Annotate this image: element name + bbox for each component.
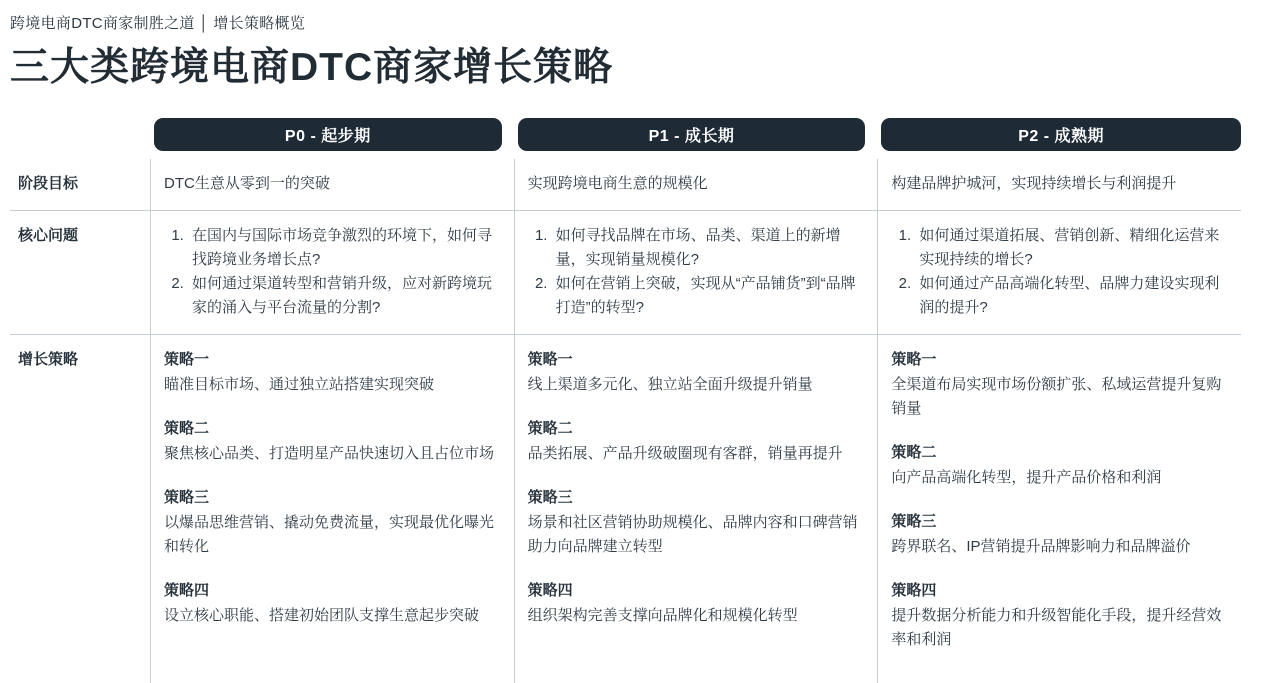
question-item: 2. 如何通过产品高端化转型、品牌力建设实现利润的提升? [915,272,1223,320]
strategy-title: 策略一 [527,350,573,368]
goal-cell-p0: DTC生意从零到一的突破 [150,159,514,210]
questions-cell-p0 [150,211,514,334]
question-item: 2. 如何在营销上突破，实现从“产品铺货”到“品牌打造”的转型? [552,272,860,320]
questions-cell-p2 [877,211,1241,334]
question-item: 1. 如何通过渠道拓展、营销创新、精细化运营来实现持续的增长? [915,224,1223,272]
phase-header-spacer [10,118,150,151]
strategy-block [891,510,1223,559]
strategy-block [164,417,496,466]
question-list-p1 [528,224,860,320]
phase-pill-p0: P0 - 起步期 [154,118,502,151]
strategy-title: 策略四 [891,581,937,599]
breadcrumb: 跨境电商DTC商家制胜之道 │ 增长策略概览 [10,15,306,32]
question-item: 1. 如何寻找品牌在市场、品类、渠道上的新增量，实现销量规模化? [552,224,860,272]
strategy-title: 策略三 [891,512,937,530]
strategies-cell-p2 [877,335,1241,683]
strategy-text: 场景和社区营销协助规模化、品牌内容和口碑营销助力向品牌建立转型 [527,513,858,555]
row-label-stage-goal: 阶段目标 [18,174,79,192]
question-list-p0 [164,224,496,320]
question-item: 2. 如何通过渠道转型和营销升级，应对新跨境玩家的涌入与平台流量的分割? [188,272,496,320]
strategy-title: 策略四 [164,581,210,599]
strategy-title: 策略三 [164,488,210,506]
row-label-growth-strategies: 增长策略 [18,350,79,368]
phase-pill-p2: P2 - 成熟期 [881,118,1241,151]
strategy-text: 线上渠道多元化、独立站全面升级提升销量 [527,375,813,393]
strategy-block [164,579,496,628]
strategy-text: 跨界联名、IP营销提升品牌影响力和品牌溢价 [891,537,1191,555]
phase-pill-cell-p1 [514,118,878,151]
strategy-title: 策略二 [527,419,573,437]
strategy-text: 聚焦核心品类、打造明星产品快速切入且占位市场 [164,444,495,462]
strategy-block [528,417,860,466]
row-label-core-questions: 核心问题 [18,226,79,244]
strategy-title: 策略一 [891,350,937,368]
goal-cell-p1: 实现跨境电商生意的规模化 [514,159,878,210]
strategy-title: 策略二 [164,419,210,437]
phase-header-row [10,118,1241,151]
strategy-block [891,441,1223,490]
strategy-text: 设立核心职能、搭建初始团队支撑生意起步突破 [164,606,480,624]
goal-cell-p2: 构建品牌护城河，实现持续增长与利润提升 [877,159,1241,210]
strategy-text: 瞄准目标市场、通过独立站搭建实现突破 [164,375,435,393]
strategy-text: 品类拓展、产品升级破圈现有客群，销量再提升 [527,444,843,462]
strategy-title: 策略二 [891,443,937,461]
questions-cell-p1 [514,211,878,334]
strategy-block [891,348,1223,421]
strategies-cell-p0 [150,335,514,683]
strategy-block [528,486,860,559]
phase-pill-cell-p0 [150,118,514,151]
page-title: 三大类跨境电商DTC商家增长策略 [10,46,614,89]
strategy-text: 以爆品思维营销、撬动免费流量，实现最优化曝光和转化 [164,513,495,555]
row-stage-goal [10,159,1241,211]
row-core-questions [10,211,1241,335]
question-item: 1. 在国内与国际市场竞争激烈的环境下，如何寻找跨境业务增长点? [188,224,496,272]
strategy-title: 策略三 [527,488,573,506]
strategy-block [164,486,496,559]
strategy-block [164,348,496,397]
strategy-block [528,348,860,397]
strategy-text: 提升数据分析能力和升级智能化手段，提升经营效率和利润 [891,606,1222,648]
strategy-title: 策略一 [164,350,210,368]
strategy-title: 策略四 [527,581,573,599]
phase-pill-cell-p2 [877,118,1241,151]
strategy-block [891,579,1223,652]
strategy-text: 向产品高端化转型，提升产品价格和利润 [891,468,1162,486]
row-growth-strategies [10,335,1241,683]
strategies-cell-p1 [514,335,878,683]
question-list-p2 [891,224,1223,320]
strategy-text: 组织架构完善支撑向品牌化和规模化转型 [527,606,798,624]
phase-pill-p1: P1 - 成长期 [518,118,866,151]
strategy-text: 全渠道布局实现市场份额扩张、私域运营提升复购销量 [891,375,1222,417]
strategy-block [528,579,860,628]
